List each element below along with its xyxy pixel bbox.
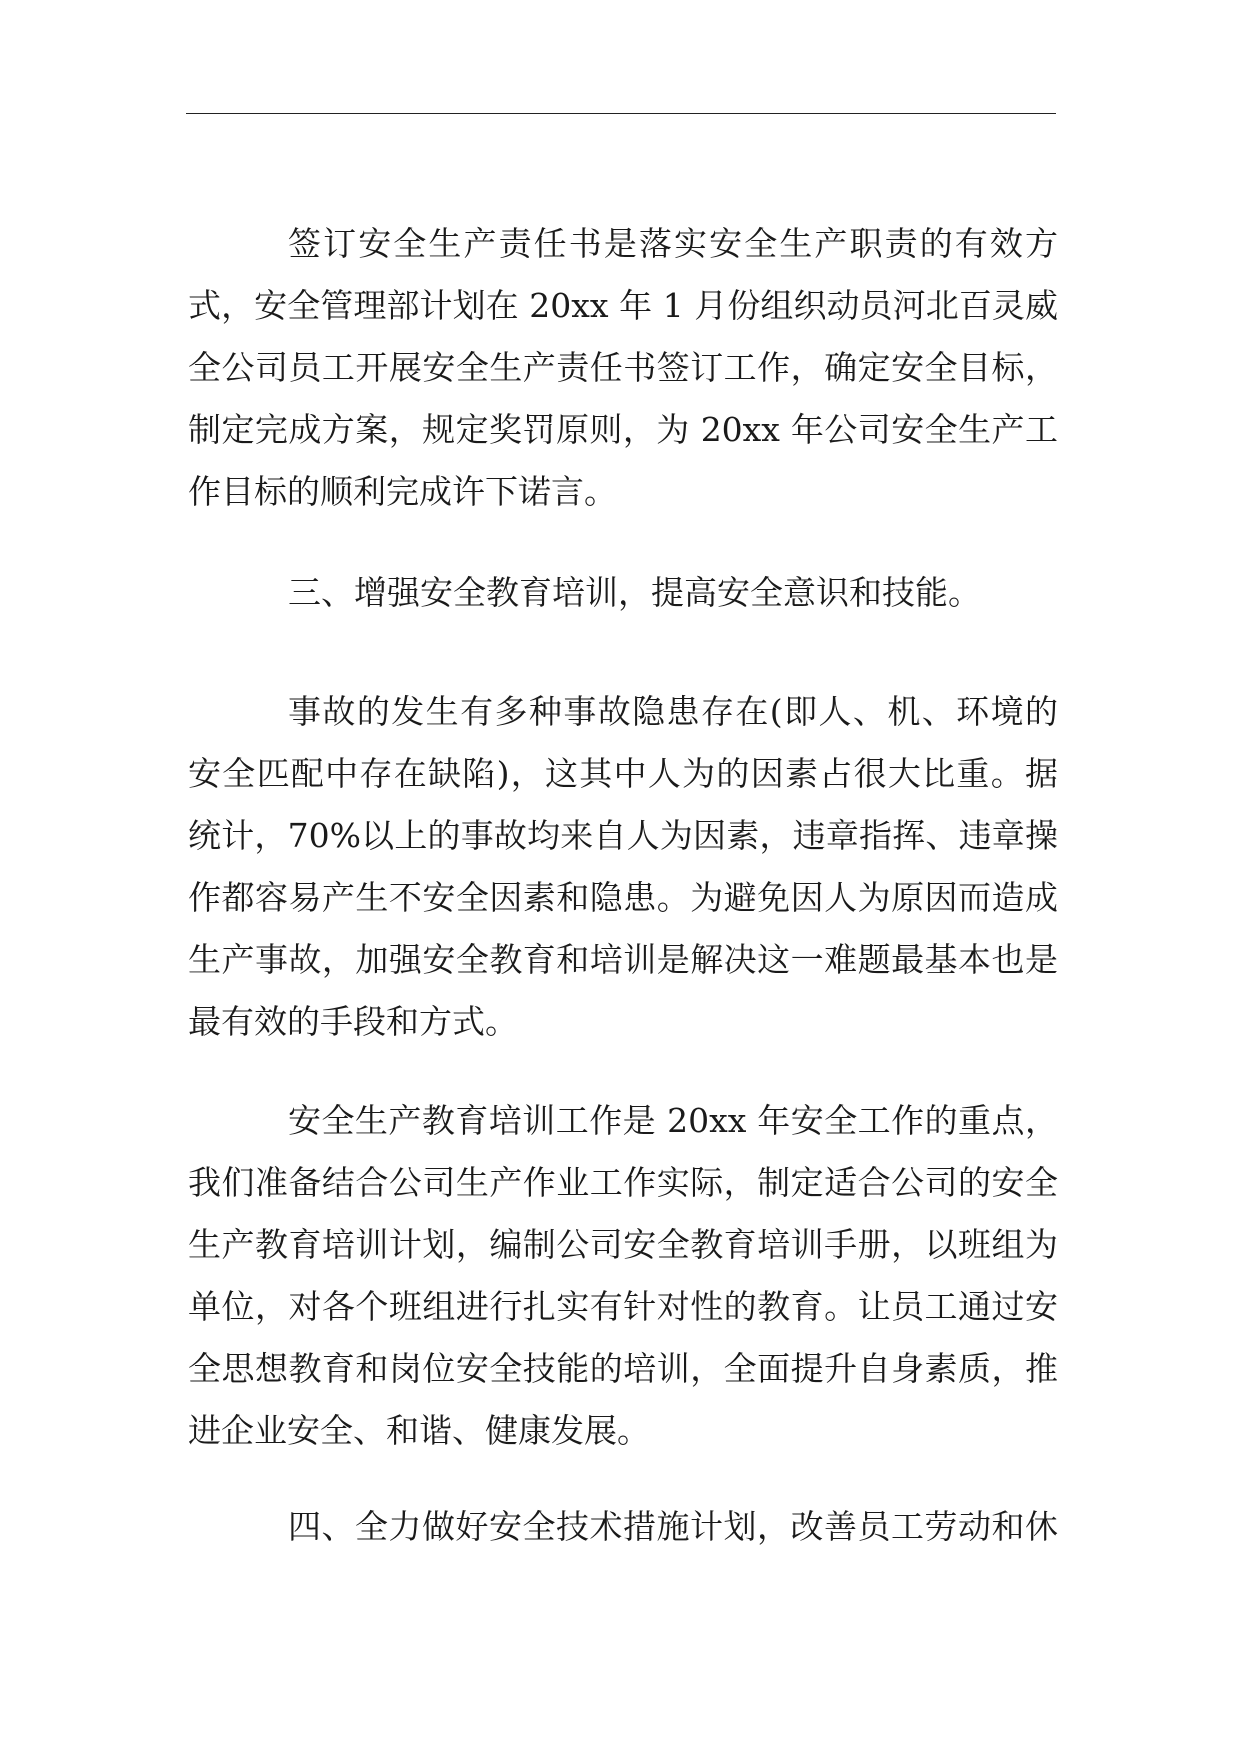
paragraph-line: 全公司员工开展安全生产责任书签订工作，确定安全目标， xyxy=(188,348,1058,387)
paragraph-line: 全思想教育和岗位安全技能的培训，全面提升自身素质，推 xyxy=(188,1349,1058,1388)
heading-line: 四、全力做好安全技术措施计划，改善员工劳动和休 xyxy=(288,1507,1058,1546)
paragraph-training-plan xyxy=(188,1090,1058,1462)
paragraph-line: 最有效的手段和方式。 xyxy=(188,1002,518,1041)
paragraph-accident-causes xyxy=(188,681,1058,1053)
heading-line: 三、增强安全教育培训，提高安全意识和技能。 xyxy=(288,573,981,612)
paragraph-line: 制定完成方案，规定奖罚原则，为 20xx 年公司安全生产工 xyxy=(188,410,1058,449)
paragraph-line: 作都容易产生不安全因素和隐患。为避免因人为原因而造成 xyxy=(188,878,1058,917)
paragraph-line: 作目标的顺利完成许下诺言。 xyxy=(188,472,617,511)
section-heading-3 xyxy=(188,562,1058,624)
paragraph-line: 生产事故，加强安全教育和培训是解决这一难题最基本也是 xyxy=(188,940,1058,979)
header-rule xyxy=(186,113,1056,114)
paragraph-line: 我们准备结合公司生产作业工作实际，制定适合公司的安全 xyxy=(188,1163,1058,1202)
paragraph-line: 单位，对各个班组进行扎实有针对性的教育。让员工通过安 xyxy=(188,1287,1058,1326)
section-heading-4 xyxy=(188,1496,1058,1558)
paragraph-responsibility-letter xyxy=(188,213,1058,523)
paragraph-line: 签订安全生产责任书是落实安全生产职责的有效方 xyxy=(288,224,1058,263)
paragraph-line: 生产教育培训计划，编制公司安全教育培训手册，以班组为 xyxy=(188,1225,1058,1264)
paragraph-line: 安全生产教育培训工作是 20xx 年安全工作的重点， xyxy=(288,1101,1058,1140)
paragraph-line: 安全匹配中存在缺陷)，这其中人为的因素占很大比重。据 xyxy=(188,754,1058,793)
paragraph-line: 事故的发生有多种事故隐患存在(即人、机、环境的 xyxy=(288,692,1058,731)
paragraph-line: 进企业安全、和谐、健康发展。 xyxy=(188,1411,650,1450)
paragraph-line: 统计，70%以上的事故均来自人为因素，违章指挥、违章操 xyxy=(188,816,1058,855)
paragraph-line: 式，安全管理部计划在 20xx 年 1 月份组织动员河北百灵威 xyxy=(188,286,1058,325)
